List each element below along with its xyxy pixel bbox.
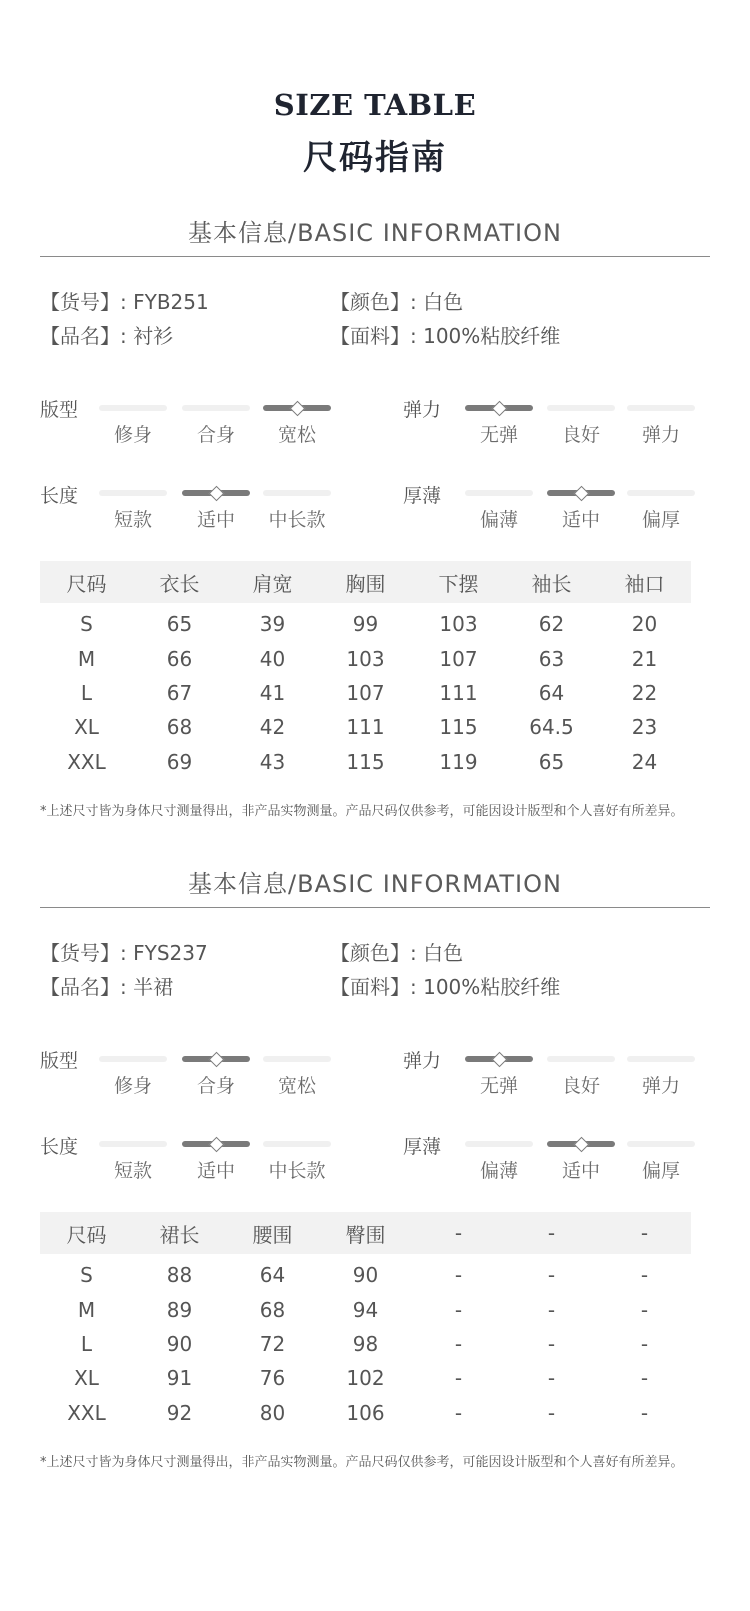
table-cell: 80: [259, 1400, 286, 1425]
option-label: 短款: [113, 509, 152, 531]
table-cell: 68: [166, 715, 193, 740]
option-bar: [627, 490, 695, 496]
option-label: 合身: [196, 424, 235, 446]
section-heading: 基本信息/BASIC INFORMATION: [40, 869, 710, 908]
selected-marker-icon: [290, 401, 306, 417]
size-cell: XL: [74, 715, 99, 740]
table-header-cell: 袖口: [598, 561, 691, 603]
table-header-cell: 袖长: [505, 561, 598, 603]
table-cell: 115: [346, 749, 385, 774]
table-cell: -: [547, 1400, 556, 1425]
table-cell: 64: [259, 1263, 286, 1288]
table-cell: 39: [259, 612, 286, 637]
table-cell: 69: [166, 749, 193, 774]
table-cell: 111: [439, 680, 478, 705]
table-row: [40, 1254, 691, 1292]
table-header-cell: 尺码: [40, 561, 133, 603]
option-bar: [99, 490, 167, 496]
table-cell: 90: [166, 1331, 193, 1356]
product-section-skirt: [0, 869, 750, 1489]
selected-marker-icon: [574, 1137, 590, 1153]
table-cell: 20: [631, 612, 658, 637]
selected-marker-icon: [492, 401, 508, 417]
selected-marker-icon: [209, 1137, 225, 1153]
info-name: 【品名】: 衬衫: [40, 324, 174, 348]
option-bar: [547, 405, 615, 411]
option-label: 无弹: [479, 1075, 518, 1097]
table-header-cell: 尺码: [40, 1212, 133, 1254]
table-cell: 63: [538, 646, 565, 671]
table-row: [40, 1292, 691, 1326]
table-cell: -: [454, 1297, 463, 1322]
size-cell: M: [77, 1297, 96, 1322]
table-cell: 106: [346, 1400, 385, 1425]
table-cell: 21: [631, 646, 658, 671]
table-row: [40, 603, 691, 641]
option-bar: [547, 1056, 615, 1062]
size-cell: L: [80, 680, 93, 705]
attr-label-length: 长度: [40, 1136, 79, 1158]
selected-marker-icon: [209, 486, 225, 502]
table-cell: -: [547, 1297, 556, 1322]
size-cell: L: [80, 1331, 93, 1356]
option-bar: [263, 490, 331, 496]
table-cell: 64: [538, 680, 565, 705]
size-cell: M: [77, 646, 96, 671]
table-cell: 65: [166, 612, 193, 637]
attr-label-thickness: 厚薄: [403, 485, 442, 507]
page-title-en: SIZE TABLE: [273, 88, 477, 122]
option-label: 弹力: [641, 424, 680, 446]
table-cell: 89: [166, 1297, 193, 1322]
info-fabric: 【面料】: 100%粘胶纤维: [330, 324, 561, 348]
table-cell: 68: [259, 1297, 286, 1322]
table-cell: 99: [352, 612, 379, 637]
size-cell: S: [80, 612, 93, 637]
table-cell: 23: [631, 715, 658, 740]
option-label: 适中: [196, 1160, 235, 1182]
table-cell: 103: [439, 612, 478, 637]
attr-label-fit: 版型: [40, 1050, 79, 1072]
table-cell: 98: [352, 1331, 379, 1356]
info-color: 【颜色】: 白色: [330, 941, 464, 965]
attr-label-elasticity: 弹力: [403, 399, 442, 421]
size-cell: S: [80, 1263, 93, 1288]
option-bar: [627, 1141, 695, 1147]
table-cell: 119: [439, 749, 478, 774]
table-row: [40, 641, 691, 675]
info-item-no: 【货号】: FYS237: [40, 941, 208, 965]
table-cell: 72: [259, 1331, 286, 1356]
option-label: 无弹: [479, 424, 518, 446]
table-cell: -: [547, 1331, 556, 1356]
table-cell: 41: [259, 680, 286, 705]
option-label: 偏薄: [479, 1160, 518, 1182]
selected-marker-icon: [574, 486, 590, 502]
selected-marker-icon: [209, 1052, 225, 1068]
option-label: 修身: [113, 1075, 152, 1097]
table-header-cell: 胸围: [319, 561, 412, 603]
table-cell: 42: [259, 715, 286, 740]
option-label: 偏厚: [641, 509, 680, 531]
option-bar: [627, 1056, 695, 1062]
table-cell: -: [640, 1297, 649, 1322]
table-header-cell: -: [412, 1212, 505, 1254]
table-cell: 103: [346, 646, 385, 671]
size-table: [40, 1212, 691, 1430]
option-label: 合身: [196, 1075, 235, 1097]
product-section-shirt: [0, 218, 750, 838]
footnote: *上述尺寸皆为身体尺寸测量得出，非产品实物测量。产品尺码仅供参考，可能因设计版型和个人喜好有所差异。: [40, 804, 684, 819]
size-cell: XL: [74, 1366, 99, 1391]
table-header-cell: -: [505, 1212, 598, 1254]
table-header-cell: 下摆: [412, 561, 505, 603]
table-header-cell: 腰围: [226, 1212, 319, 1254]
section-heading: 基本信息/BASIC INFORMATION: [40, 218, 710, 257]
table-cell: 66: [166, 646, 193, 671]
table-row: [40, 1396, 691, 1430]
table-cell: 94: [352, 1297, 379, 1322]
page-title-cn: 尺码指南: [303, 138, 447, 178]
table-cell: -: [547, 1366, 556, 1391]
table-cell: 22: [631, 680, 658, 705]
size-cell: XXL: [67, 1400, 106, 1425]
option-bar: [627, 405, 695, 411]
option-bar: [182, 405, 250, 411]
table-header-cell: -: [598, 1212, 691, 1254]
option-bar: [263, 1141, 331, 1147]
table-header-cell: 衣长: [133, 561, 226, 603]
table-cell: 107: [346, 680, 385, 705]
option-label: 偏薄: [479, 509, 518, 531]
option-label: 中长款: [268, 509, 326, 531]
table-cell: -: [640, 1366, 649, 1391]
option-bar: [99, 405, 167, 411]
option-label: 适中: [561, 1160, 600, 1182]
option-label: 偏厚: [641, 1160, 680, 1182]
table-cell: 91: [166, 1366, 193, 1391]
option-label: 适中: [196, 509, 235, 531]
option-label: 宽松: [277, 424, 316, 446]
table-cell: 92: [166, 1400, 193, 1425]
attr-label-length: 长度: [40, 485, 79, 507]
table-cell: -: [640, 1331, 649, 1356]
table-header-row: [40, 1212, 691, 1254]
table-cell: 88: [166, 1263, 193, 1288]
option-bar: [263, 1056, 331, 1062]
table-header-row: [40, 561, 691, 603]
option-label: 弹力: [641, 1075, 680, 1097]
option-label: 中长款: [268, 1160, 326, 1182]
table-cell: -: [454, 1366, 463, 1391]
option-bar: [99, 1056, 167, 1062]
table-cell: -: [547, 1263, 556, 1288]
attr-label-fit: 版型: [40, 399, 79, 421]
option-label: 良好: [561, 424, 600, 446]
table-cell: -: [640, 1263, 649, 1288]
table-row: [40, 1361, 691, 1395]
table-row: [40, 1327, 691, 1361]
table-cell: -: [454, 1400, 463, 1425]
table-cell: 67: [166, 680, 193, 705]
option-bar: [465, 490, 533, 496]
option-bar: [465, 1141, 533, 1147]
table-cell: 111: [346, 715, 385, 740]
table-cell: 65: [538, 749, 565, 774]
table-cell: 62: [538, 612, 565, 637]
option-label: 适中: [561, 509, 600, 531]
table-row: [40, 710, 691, 744]
table-cell: -: [454, 1263, 463, 1288]
table-cell: 102: [346, 1366, 385, 1391]
table-cell: 115: [439, 715, 478, 740]
option-label: 良好: [561, 1075, 600, 1097]
table-row: [40, 745, 691, 779]
info-fabric: 【面料】: 100%粘胶纤维: [330, 975, 561, 999]
size-cell: XXL: [67, 749, 106, 774]
table-cell: 107: [439, 646, 478, 671]
table-header-cell: 肩宽: [226, 561, 319, 603]
size-table: [40, 561, 691, 779]
info-name: 【品名】: 半裙: [40, 975, 174, 999]
table-cell: 76: [259, 1366, 286, 1391]
table-cell: 90: [352, 1263, 379, 1288]
table-cell: 24: [631, 749, 658, 774]
table-cell: 40: [259, 646, 286, 671]
attr-label-thickness: 厚薄: [403, 1136, 442, 1158]
selected-marker-icon: [492, 1052, 508, 1068]
option-bar: [99, 1141, 167, 1147]
info-item-no: 【货号】: FYB251: [40, 290, 209, 314]
footnote: *上述尺寸皆为身体尺寸测量得出，非产品实物测量。产品尺码仅供参考，可能因设计版型和个人喜好有所差异。: [40, 1455, 684, 1470]
option-label: 宽松: [277, 1075, 316, 1097]
table-row: [40, 676, 691, 710]
table-cell: 64.5: [529, 715, 574, 740]
info-color: 【颜色】: 白色: [330, 290, 464, 314]
table-header-cell: 裙长: [133, 1212, 226, 1254]
attr-label-elasticity: 弹力: [403, 1050, 442, 1072]
table-header-cell: 臀围: [319, 1212, 412, 1254]
table-cell: -: [454, 1331, 463, 1356]
option-label: 修身: [113, 424, 152, 446]
table-cell: 43: [259, 749, 286, 774]
table-cell: -: [640, 1400, 649, 1425]
option-label: 短款: [113, 1160, 152, 1182]
